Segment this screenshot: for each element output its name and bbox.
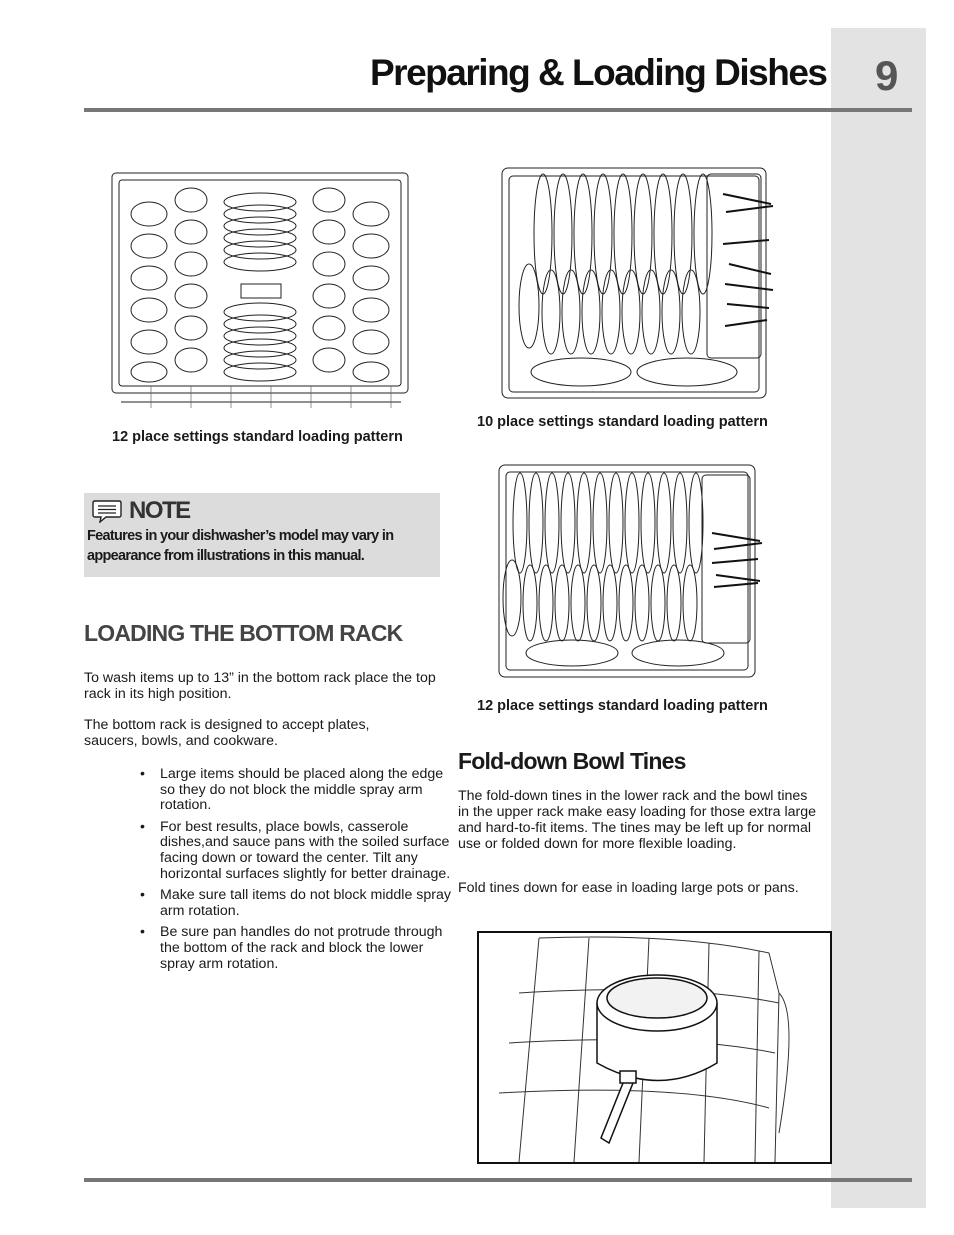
rack-illustration-12-place-bottom xyxy=(498,463,768,681)
rack-illustration-10-place xyxy=(501,164,778,404)
note-text: Features in your dishwasher’s model may vary in appearance from illustrations in this manual. xyxy=(87,528,394,564)
loading-tips-list xyxy=(140,767,460,978)
page-title: Preparing & Loading Dishes xyxy=(370,52,827,93)
footer-rule xyxy=(84,1178,912,1182)
header-rule xyxy=(84,108,912,112)
paragraph-fold-tines-down: Fold tines down for ease in loading large pots or pans. xyxy=(458,880,799,896)
pot-illustration-frame xyxy=(477,931,832,1164)
page-number: 9 xyxy=(875,52,899,99)
figure-caption-12-place-bottom: 12 place settings standard loading pattern xyxy=(477,698,768,714)
paragraph-fold-down-tines: The fold-down tines in the lower rack and the bowl tines in the upper rack make easy loading for those extra large and hard-to-fit items. The tines may be left up for normal use or folded down for more flexible loading. xyxy=(458,788,817,852)
list-item: • For best results, place bowls, casserole dishes,and sauce pans with the soiled surface facing down or toward the center. Tilt any horizontal surfaces slightly for better drainage. xyxy=(140,820,460,882)
note-speech-bubble-icon xyxy=(92,499,122,523)
list-item: • Large items should be placed along the edge so they do not block the middle spray arm rotation. xyxy=(140,767,460,814)
list-item: • Be sure pan handles do not protrude through the bottom of the rack and block the lower spray arm rotation. xyxy=(140,925,460,972)
paragraph-top-rack-position: To wash items up to 13” in the bottom rack place the top rack in its high position. xyxy=(84,670,436,702)
note-box xyxy=(84,493,440,577)
section-heading: LOADING THE BOTTOM RACK xyxy=(84,620,403,646)
rack-illustration-12-place-top xyxy=(111,172,409,410)
figure-caption-10-place: 10 place settings standard loading pattern xyxy=(477,414,768,430)
pot-in-rack-illustration xyxy=(479,933,830,1162)
figure-caption-12-place-top: 12 place settings standard loading pattern xyxy=(112,429,403,445)
fold-down-heading: Fold-down Bowl Tines xyxy=(458,748,686,774)
note-title: NOTE xyxy=(129,497,190,524)
paragraph-bottom-rack-design: The bottom rack is designed to accept plates, saucers, bowls, and cookware. xyxy=(84,717,370,749)
list-item: • Make sure tall items do not block middle spray arm rotation. xyxy=(140,888,460,919)
side-strip xyxy=(831,28,926,1208)
